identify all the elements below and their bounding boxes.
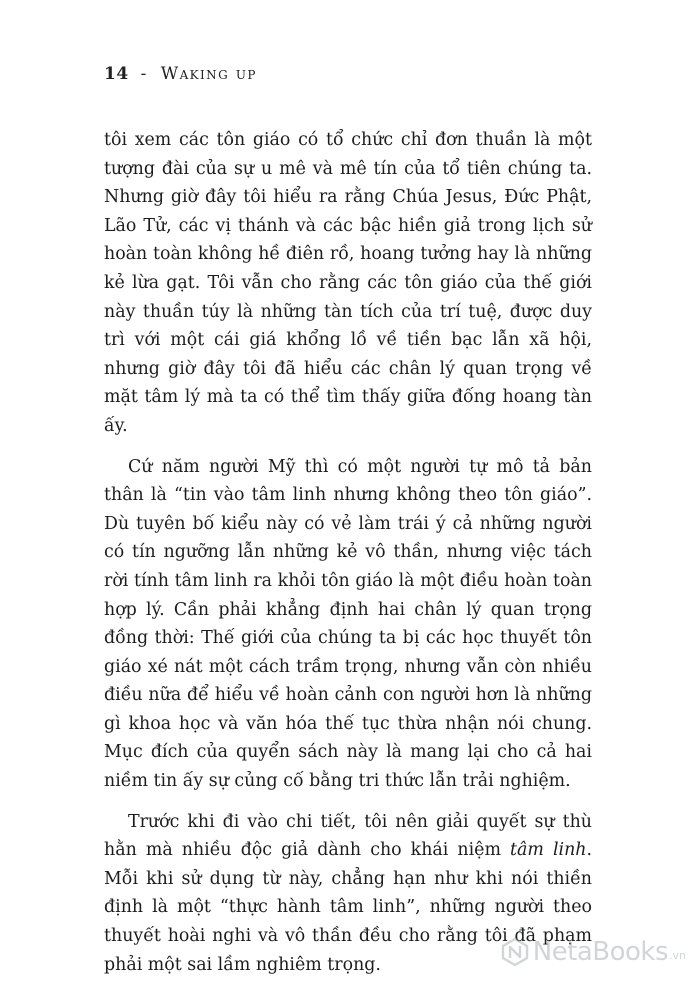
neta-logo-icon: [500, 937, 530, 967]
paragraph: [104, 453, 592, 796]
watermark-brand: NetaBooks: [532, 937, 669, 967]
page-number: 14: [104, 64, 129, 84]
watermark: [500, 937, 686, 967]
book-title: Waking up: [160, 64, 257, 84]
watermark-suffix: .vn: [669, 949, 686, 962]
paragraph-text: Trước khi đi vào chi tiết, tôi nên giải quyết sự thù hằn mà nhiều độc giả dành cho khái niệm: [104, 811, 592, 861]
body-text: [104, 126, 592, 991]
running-header: [104, 64, 257, 84]
paragraph-text: . Mỗi khi sử dụng từ này, chẳng hạn như khi nói thiền định là một “thực hành tâm linh”, những người theo thuyết hoài nghi và vô thần đều cho rằng tôi đã phạm phải một sai lầm nghiêm trọng.: [104, 840, 593, 975]
paragraph: [104, 126, 592, 441]
italic-term: tâm linh: [510, 840, 587, 861]
paragraph-text: Cứ năm người Mỹ thì có một người tự mô tả bản thân là “tin vào tâm linh nhưng không theo tôn giáo”. Dù tuyên bố kiểu này có vẻ làm trái ý cả những người có tín ngưỡng lẫn những kẻ vô thần, nhưng việc tách rời tính tâm linh ra khỏi tôn giáo là một điều hoàn toàn hợp lý. Cần phải khẳng định hai chân lý quan trọng đồng thời: Thế giới của chúng ta bị các học thuyết tôn giáo xé nát một cách trầm trọng, nhưng vẫn còn nhiều điều nữa để hiểu về hoàn cảnh con người hơn là những gì khoa học và văn hóa thế tục thừa nhận nói chung. Mục đích của quyển sách này là mang lại cho cả hai niềm tin ấy sự củng cố bằng tri thức lẫn trải nghiệm.: [104, 456, 592, 792]
paragraph-text: tôi xem các tôn giáo có tổ chức chỉ đơn thuần là một tượng đài của sự u mê và mê tín của tổ tiên chúng ta. Nhưng giờ đây tôi hiểu ra rằng Chúa Jesus, Đức Phật, Lão Tử, các vị thánh và các bậc hiền giả trong lịch sử hoàn toàn không hề điên rồ, hoang tưởng hay là những kẻ lừa gạt. Tôi vẫn cho rằng các tôn giáo của thế giới này thuần túy là những tàn tích của trí tuệ, được duy trì với một cái giá khổng lồ về tiền bạc lẫn xã hội, nhưng giờ đây tôi đã hiểu các chân lý quan trọng về mặt tâm lý mà ta có thể tìm thấy giữa đống hoang tàn ấy.: [104, 130, 592, 436]
header-separator: -: [140, 64, 147, 84]
